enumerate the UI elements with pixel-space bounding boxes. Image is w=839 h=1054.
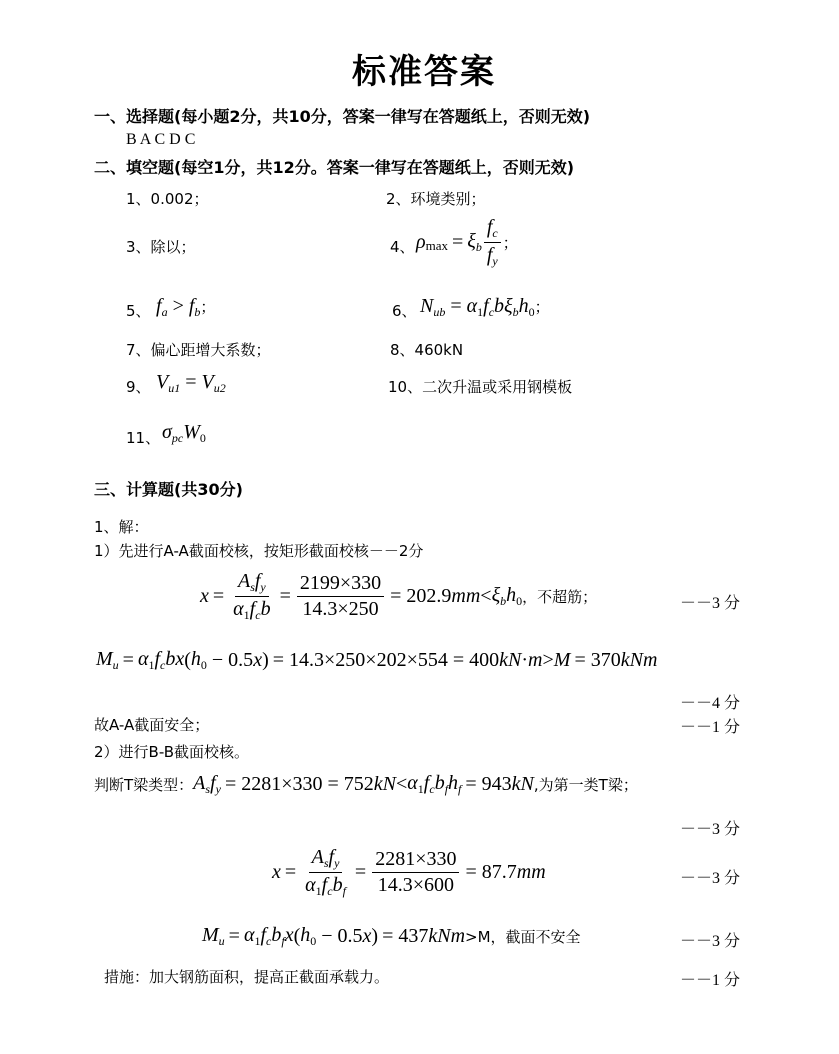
fill-item-11-number: 11、 bbox=[126, 429, 161, 447]
fill-item-2: 2、环境类别； bbox=[386, 190, 486, 208]
score-3-c: －－3 分 bbox=[680, 870, 741, 887]
equation-x-aa: x = $\frac{A_sf_y}{\alpha_1f_cb}$ = $\frac{2199\times 330}{14.3\times 250}$ = 202.9 mm < $\xi_bh_0$ ，不超筋； bbox=[200, 570, 598, 622]
score-3-b: －－3 分 bbox=[680, 821, 741, 838]
score-4: －－4 分 bbox=[680, 695, 741, 712]
page-title: 标准答案 bbox=[352, 52, 496, 92]
section-fill-heading: 二、填空题(每空1分，共12分。答案一律写在答题纸上，否则无效) bbox=[94, 158, 575, 177]
measure-text: 措施：加大钢筋面积，提高正截面承载力。 bbox=[104, 968, 390, 986]
choice-answers: B A C D C bbox=[126, 131, 196, 148]
fill-item-6-formula: $N_{ub} = \alpha_1f_cb\xi_bh_0$； bbox=[420, 295, 550, 319]
equation-x-bb: x = $\frac{A_sf_y}{\alpha_1f_cb_f}$ = $\frac{2281\times 330}{14.3\times 600}$ = 87.7 mm bbox=[272, 846, 546, 898]
fill-item-6-number: 6、 bbox=[392, 302, 417, 320]
fill-item-1: 1、0.002； bbox=[126, 190, 209, 208]
step-1-text: 1）先进行A-A截面校核，按矩形截面校核－－2分 bbox=[94, 542, 424, 560]
section-calc-heading: 三、计算题(共30分) bbox=[94, 480, 243, 499]
fill-item-8: 8、460kN bbox=[390, 341, 464, 359]
step-2-text: 2）进行B-B截面校核。 bbox=[94, 743, 250, 761]
fill-item-4-number: 4、 bbox=[390, 238, 415, 256]
aa-safe-text: 故A-A截面安全； bbox=[94, 716, 210, 734]
tbeam-check: 判断T梁类型： $A_sf_y$ = 2281×330 = 752 kN < $\alpha_1f_cb_fh_f$ = 943 kN , 为第一类T梁； bbox=[94, 772, 638, 796]
score-1-b: －－1 分 bbox=[680, 972, 741, 989]
fill-item-5-formula: $f_a > f_b$； bbox=[156, 295, 216, 319]
fill-item-9-number: 9、 bbox=[126, 378, 151, 396]
score-3-d: －－3 分 bbox=[680, 933, 741, 950]
section-choice-heading: 一、选择题(每小题2分，共10分，答案一律写在答题纸上，否则无效) bbox=[94, 107, 591, 126]
fill-item-3: 3、除以； bbox=[126, 238, 196, 256]
fill-item-5-number: 5、 bbox=[126, 302, 151, 320]
fill-item-10: 10、二次升温或采用钢模板 bbox=[388, 378, 573, 396]
fill-item-7: 7、偏心距增大系数； bbox=[126, 341, 271, 359]
fill-item-4-formula: ρ max = $\xi_b$ $\frac{f_c}{f_y}$ ； bbox=[416, 216, 518, 268]
equation-mu-aa: $M_u$ = $\alpha_1f_cbx$ ( $h_0$ − 0.5 x ) = 14.3×250×202×554 = 400 kN · m > M = 370 kNm bbox=[96, 648, 658, 672]
score-3-a: －－3 分 bbox=[680, 595, 741, 612]
solve-label: 1、解： bbox=[94, 518, 149, 536]
score-1-a: －－1 分 bbox=[680, 719, 741, 736]
fill-item-11-formula: $\sigma_{pc}W_0$ bbox=[162, 421, 206, 445]
fill-item-9-formula: $V_{u1} = V_{u2}$ bbox=[156, 371, 226, 395]
equation-mu-bb: $M_u$ = $\alpha_1f_cb_fx$ ( $h_0$ − 0.5 x ) = 437 kNm >M，截面不安全 bbox=[202, 924, 581, 948]
